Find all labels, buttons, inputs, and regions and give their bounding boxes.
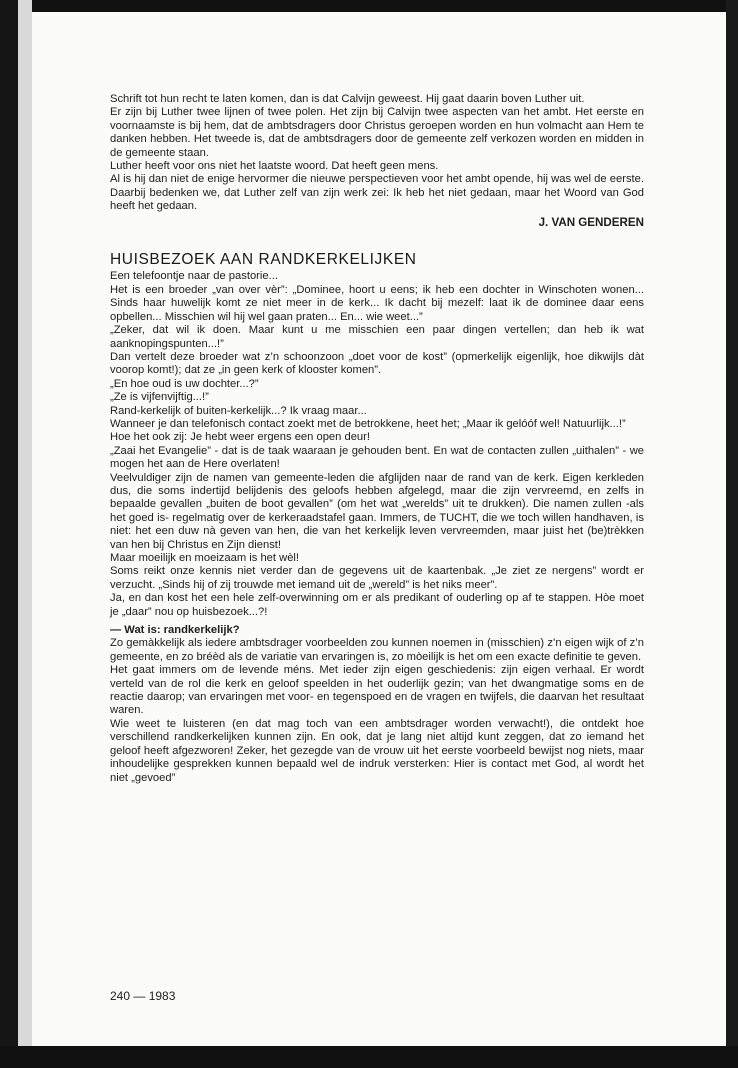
paragraph: Ja, en dan kost het een hele zelf-overwinning om er als predikant of ouderling op af te stappen. Hòe moet je „daar” nou op huisbezoek...?!	[110, 592, 644, 618]
article-huisbezoek	[110, 253, 644, 785]
paragraph: Het gaat immers om de levende méns. Met ieder zijn eigen geschiedenis: zijn eigen verhaal. Er wordt verteld van de rol die kerk en geloof speelden in het ouderlijk gezin; van het dwangmatige soms en de reactie daarop; van ervaringen met voor- en tegenspoed en de vragen en twijfels, die daarvan het resultaat waren.	[110, 664, 644, 717]
page-content	[110, 93, 644, 785]
paragraph: Zo gemàkkelijk als iedere ambtsdrager voorbeelden zou kunnen noemen in (misschien) z’n eigen wijk of z’n gemeente, en zo bréèd als de variatie van ervaringen is, zo mòeilijk is het om een exacte definitie te geven.	[110, 637, 644, 663]
paragraph: Rand-kerkelijk of buiten-kerkelijk...? Ik vraag maar...	[110, 404, 367, 417]
paragraph: Soms reikt onze kennis niet verder dan de gegevens uit de kaartenbak. „Je ziet ze nergens” wordt er verzucht. „Sinds hij of zij trouwde met iemand uit de „wereld” is het niks meer”.	[110, 565, 644, 591]
article-calvijn-luther	[110, 93, 644, 229]
scan-border-left-inner	[18, 0, 32, 1068]
paragraph: Wie weet te luisteren (en dat mag toch van een ambtsdrager worden verwacht!), die ontdekt hoe verschillend randkerkelijken kunnen zijn. En ook, dat je lang niet altijd kunt zeggen, dat zo iemand het geloof heeft afgezworen! Zeker, het gezegde van de vrouw uit het eerste voorbeeld bewijst nog niets, maar inhoudelijke gesprekken kunnen bepaald wel de indruk versterken: Hier is contact met God, al wordt het niet „gevoed”	[110, 717, 644, 784]
paragraph: Het is een broeder „van over vèr”: „Dominee, hoort u eens; ik heb een dochter in Winschoten wonen... Sinds haar huwelijk komt ze niet meer in de kerk... Ik dacht bij mezelf: laat ik de dominee daar eens opbellen... Misschien wil hij wel gaan praten... En... wie weet...”	[110, 283, 644, 323]
paragraph: Maar moeilijk en moeizaam is het wèl!	[110, 552, 300, 564]
scan-border-right	[726, 0, 738, 1068]
paragraph: „Zeker, dat wil ik doen. Maar kunt u me misschien een paar dingen vertellen; dan heb ik wat aanknopingspunten...!”	[110, 324, 644, 350]
paragraph: „Zaai het Evangelie” - dat is de taak waaraan je gehouden bent. En wat de contacten zullen „uithalen” - we mogen het aan de Here overlaten!	[110, 444, 644, 471]
scan-border-bottom	[0, 1046, 738, 1068]
section-subheading: — Wat is: randkerkelijk?	[110, 624, 240, 637]
paragraph: Al is hij dan niet de enige hervormer die nieuwe perspectieven voor het ambt opende, hij was wel de eerste. Daarbij bedenken we, dat Luther zelf van zijn werk zei: Ik heb het niet gedaan, maar het Woord van God heeft het gedaan.	[110, 173, 644, 213]
paragraph: Hoe het ook zij: Je hebt weer ergens een open deur!	[110, 431, 370, 444]
page-number: 240 — 1983	[110, 989, 176, 1003]
paragraph: Er zijn bij Luther twee lijnen of twee polen. Het zijn bij Calvijn twee aspecten van het ambt. Het eerste en voornaamste is bij hem, dat de ambtsdragers door Christus geroepen worden en hun volmacht aan Hem te danken hebben. Het tweede is, dat de ambtsdragers door de gemeente zelf verkozen worden en midden in de gemeente staan.	[110, 106, 644, 159]
paragraph: Wanneer je dan telefonisch contact zoekt met de betrokkene, heet het; „Maar ik gelóóf wel! Natuurlijk...!”	[110, 417, 626, 430]
author-signature: J. VAN GENDEREN	[538, 215, 644, 229]
paragraph: Schrift tot hun recht te laten komen, dan is dat Calvijn geweest. Hij gaat daarin boven Luther uit.	[110, 93, 585, 105]
paragraph: „En hoe oud is uw dochter...?”	[110, 377, 259, 390]
paragraph: Een telefoontje naar de pastorie...	[110, 270, 278, 283]
paragraph: Veelvuldiger zijn de namen van gemeente-leden die afglijden naar de rand van de kerk. Eigen kerkleden dus, die soms indertijd belijdenis des geloofs hebben afgelegd, maar die zijn vervreemd, en zelfs in bepaalde gevallen „buiten de boot gevallen” (om het wat „werelds” uit te drukken). Die namen zullen -als het goed is- regelmatig over de kerkeraadstafel gaan. Immers, de TUCHT, die we toch willen handhaven, is niet: het een duw nà geven van hen, die van het kerkelijk leven vervreemden, maar juist het (be)trèkken van hen bij Christus en Zijn dienst!	[110, 471, 644, 551]
paragraph: „Ze is vijfenvijftig...!”	[110, 391, 209, 404]
paragraph: Luther heeft voor ons niet het laatste woord. Dat heeft geen mens.	[110, 160, 439, 173]
paragraph: Dan vertelt deze broeder wat z’n schoonzoon „doet voor de kost” (opmerkelijk eigenlijk, hoe dikwijls dàt voorop komt!); dat ze „in geen kerk of klooster komen”.	[110, 350, 644, 377]
scan-border-top	[0, 0, 738, 12]
article-title: HUISBEZOEK AAN RANDKERKELIJKEN	[110, 251, 417, 269]
scan-border-left	[0, 0, 18, 1068]
